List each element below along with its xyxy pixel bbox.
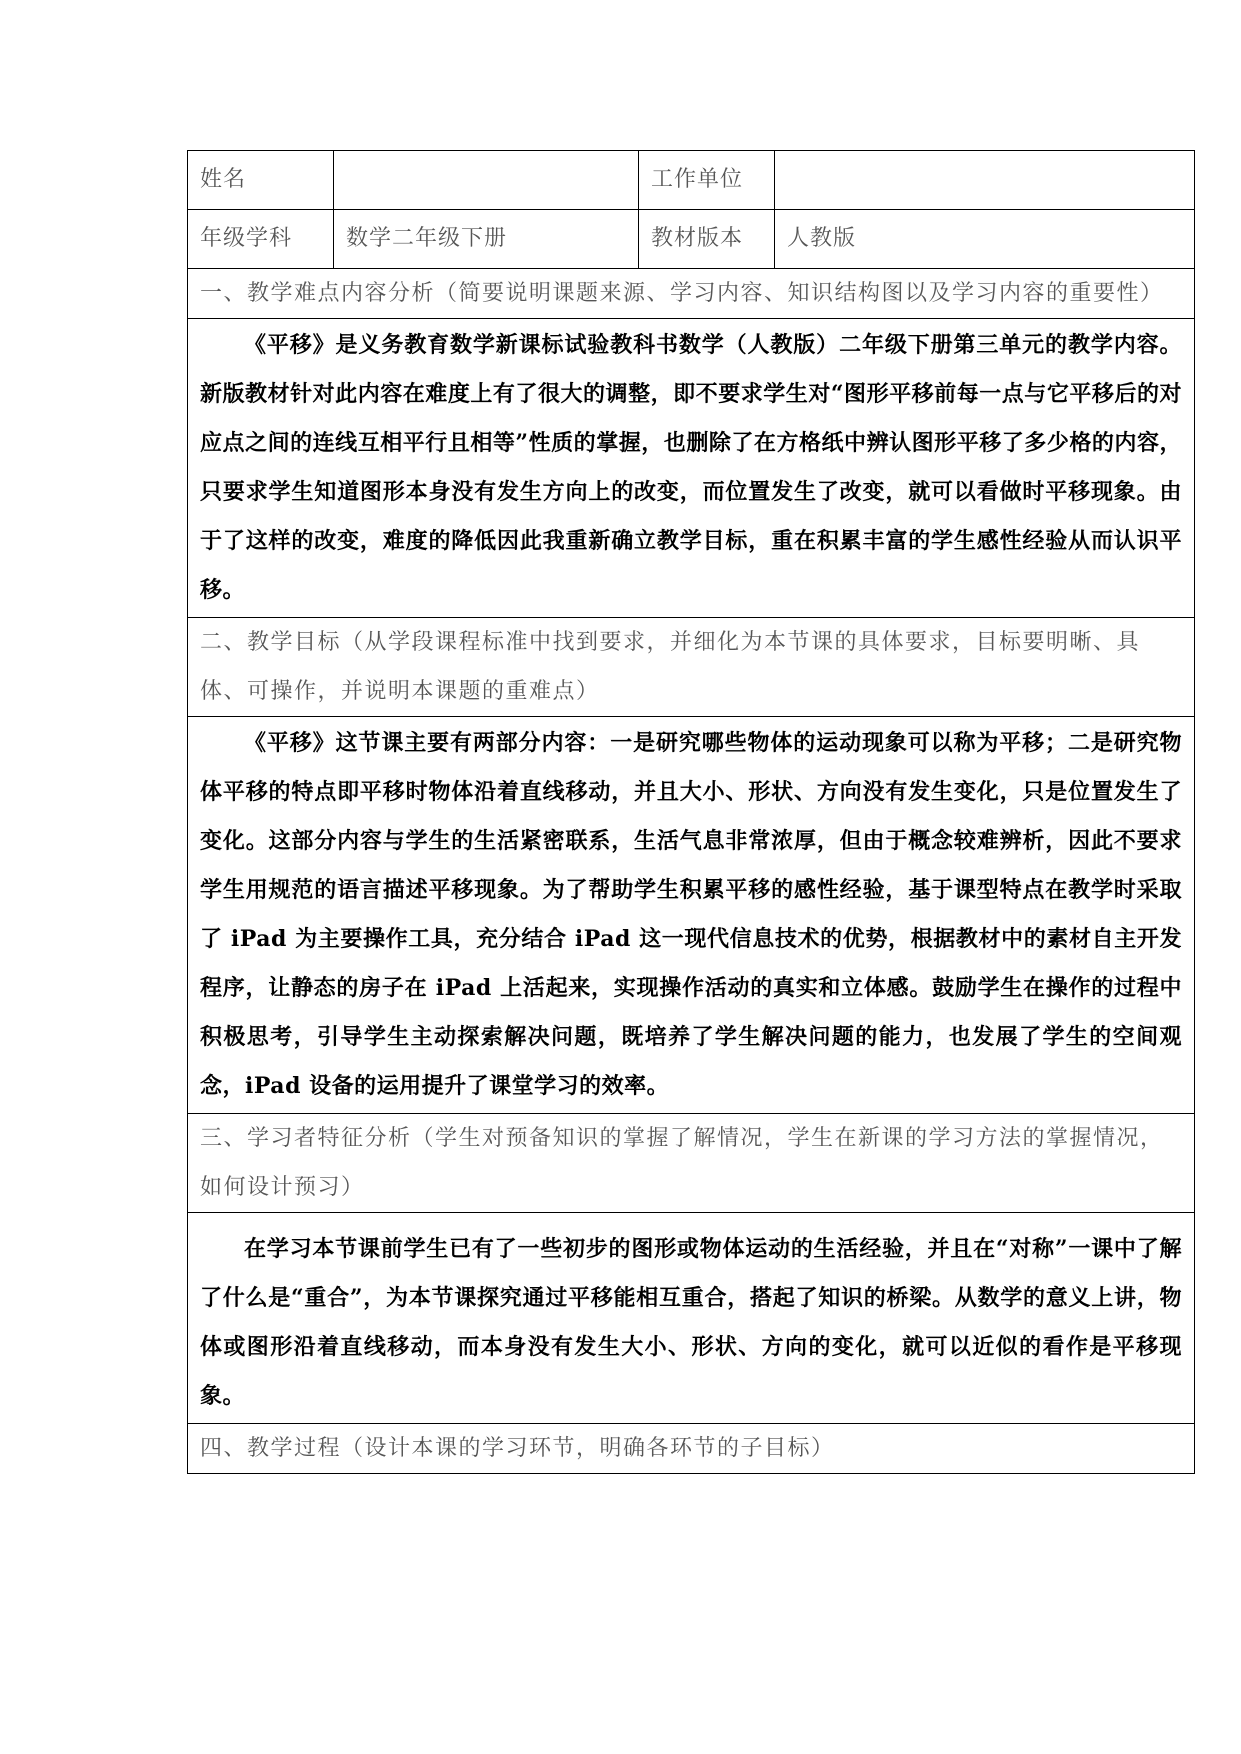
section-2-paragraph: 《平移》这节课主要有两部分内容：一是研究哪些物体的运动现象可以称为平移；二是研究物体平移的特点即平移时物体沿着直线移动，并且大小、形状、方向没有发生变化，只是位置发生了变化。这部分内容与学生的生活紧密联系，生活气息非常浓厚，但由于概念较难辨析，因此不要求学生用规范的语言描述平移现象。为了帮助学生积累平移的感性经验，基于课型特点在教学时采取了 iPad 为主要操作工具，充分结合 iPad 这一现代信息技术的优势，根据教材中的素材自主开发程序，让静态的房子在 iPad 上活起来，实现操作活动的真实和立体感。鼓励学生在操作的过程中积极思考，引导学生主动探索解决问题，既培养了学生解决问题的能力，也发展了学生的空间观念，iPad 设备的运用提升了课堂学习的效率。 [200, 730, 1182, 1099]
work-unit-field[interactable] [775, 151, 1195, 210]
info-row-2 [188, 210, 1195, 269]
section-1-body [188, 319, 1195, 618]
section-3-paragraph: 在学习本节课前学生已有了一些初步的图形或物体运动的生活经验，并且在“对称”一课中了解了什么是“重合”，为本节课探究通过平移能相互重合，搭起了知识的桥梁。从数学的意义上讲，物体或图形沿着直线移动，而本身没有发生大小、形状、方向的变化，就可以近似的看作是平移现象。 [200, 1236, 1182, 1409]
section-4-heading: 四、教学过程（设计本课的学习环节，明确各环节的子目标） [188, 1424, 1195, 1474]
lesson-plan-table [187, 150, 1195, 1474]
section-2-body-row [188, 717, 1195, 1114]
section-1-paragraph: 《平移》是义务教育数学新课标试验教科书数学（人教版）二年级下册第三单元的教学内容。新版教材针对此内容在难度上有了很大的调整，即不要求学生对“图形平移前每一点与它平移后的对应点之间的连线互相平行且相等”性质的掌握，也删除了在方格纸中辨认图形平移了多少格的内容，只要求学生知道图形本身没有发生方向上的改变，而位置发生了改变，就可以看做时平移现象。由于了这样的改变，难度的降低因此我重新确立教学目标，重在积累丰富的学生感性经验从而认识平移。 [200, 332, 1182, 603]
textbook-version-label: 教材版本 [639, 210, 775, 269]
section-2-heading-row [188, 618, 1195, 717]
grade-subject-field[interactable]: 数学二年级下册 [334, 210, 639, 269]
section-3-heading: 三、学习者特征分析（学生对预备知识的掌握了解情况，学生在新课的学习方法的掌握情况，如何设计预习） [188, 1114, 1195, 1213]
section-4-heading-row [188, 1424, 1195, 1474]
section-1-heading-row [188, 269, 1195, 319]
info-row-1 [188, 151, 1195, 210]
section-2-heading: 二、教学目标（从学段课程标准中找到要求，并细化为本节课的具体要求，目标要明晰、具体、可操作，并说明本课题的重难点） [188, 618, 1195, 717]
section-2-body [188, 717, 1195, 1114]
section-3-body [188, 1213, 1195, 1424]
textbook-version-field[interactable]: 人教版 [775, 210, 1195, 269]
section-1-heading: 一、教学难点内容分析（简要说明课题来源、学习内容、知识结构图以及学习内容的重要性） [188, 269, 1195, 319]
grade-subject-label: 年级学科 [188, 210, 334, 269]
section-3-heading-row [188, 1114, 1195, 1213]
work-unit-label: 工作单位 [639, 151, 775, 210]
name-field[interactable] [334, 151, 639, 210]
section-1-body-row [188, 319, 1195, 618]
section-3-body-row [188, 1213, 1195, 1424]
name-label: 姓名 [188, 151, 334, 210]
